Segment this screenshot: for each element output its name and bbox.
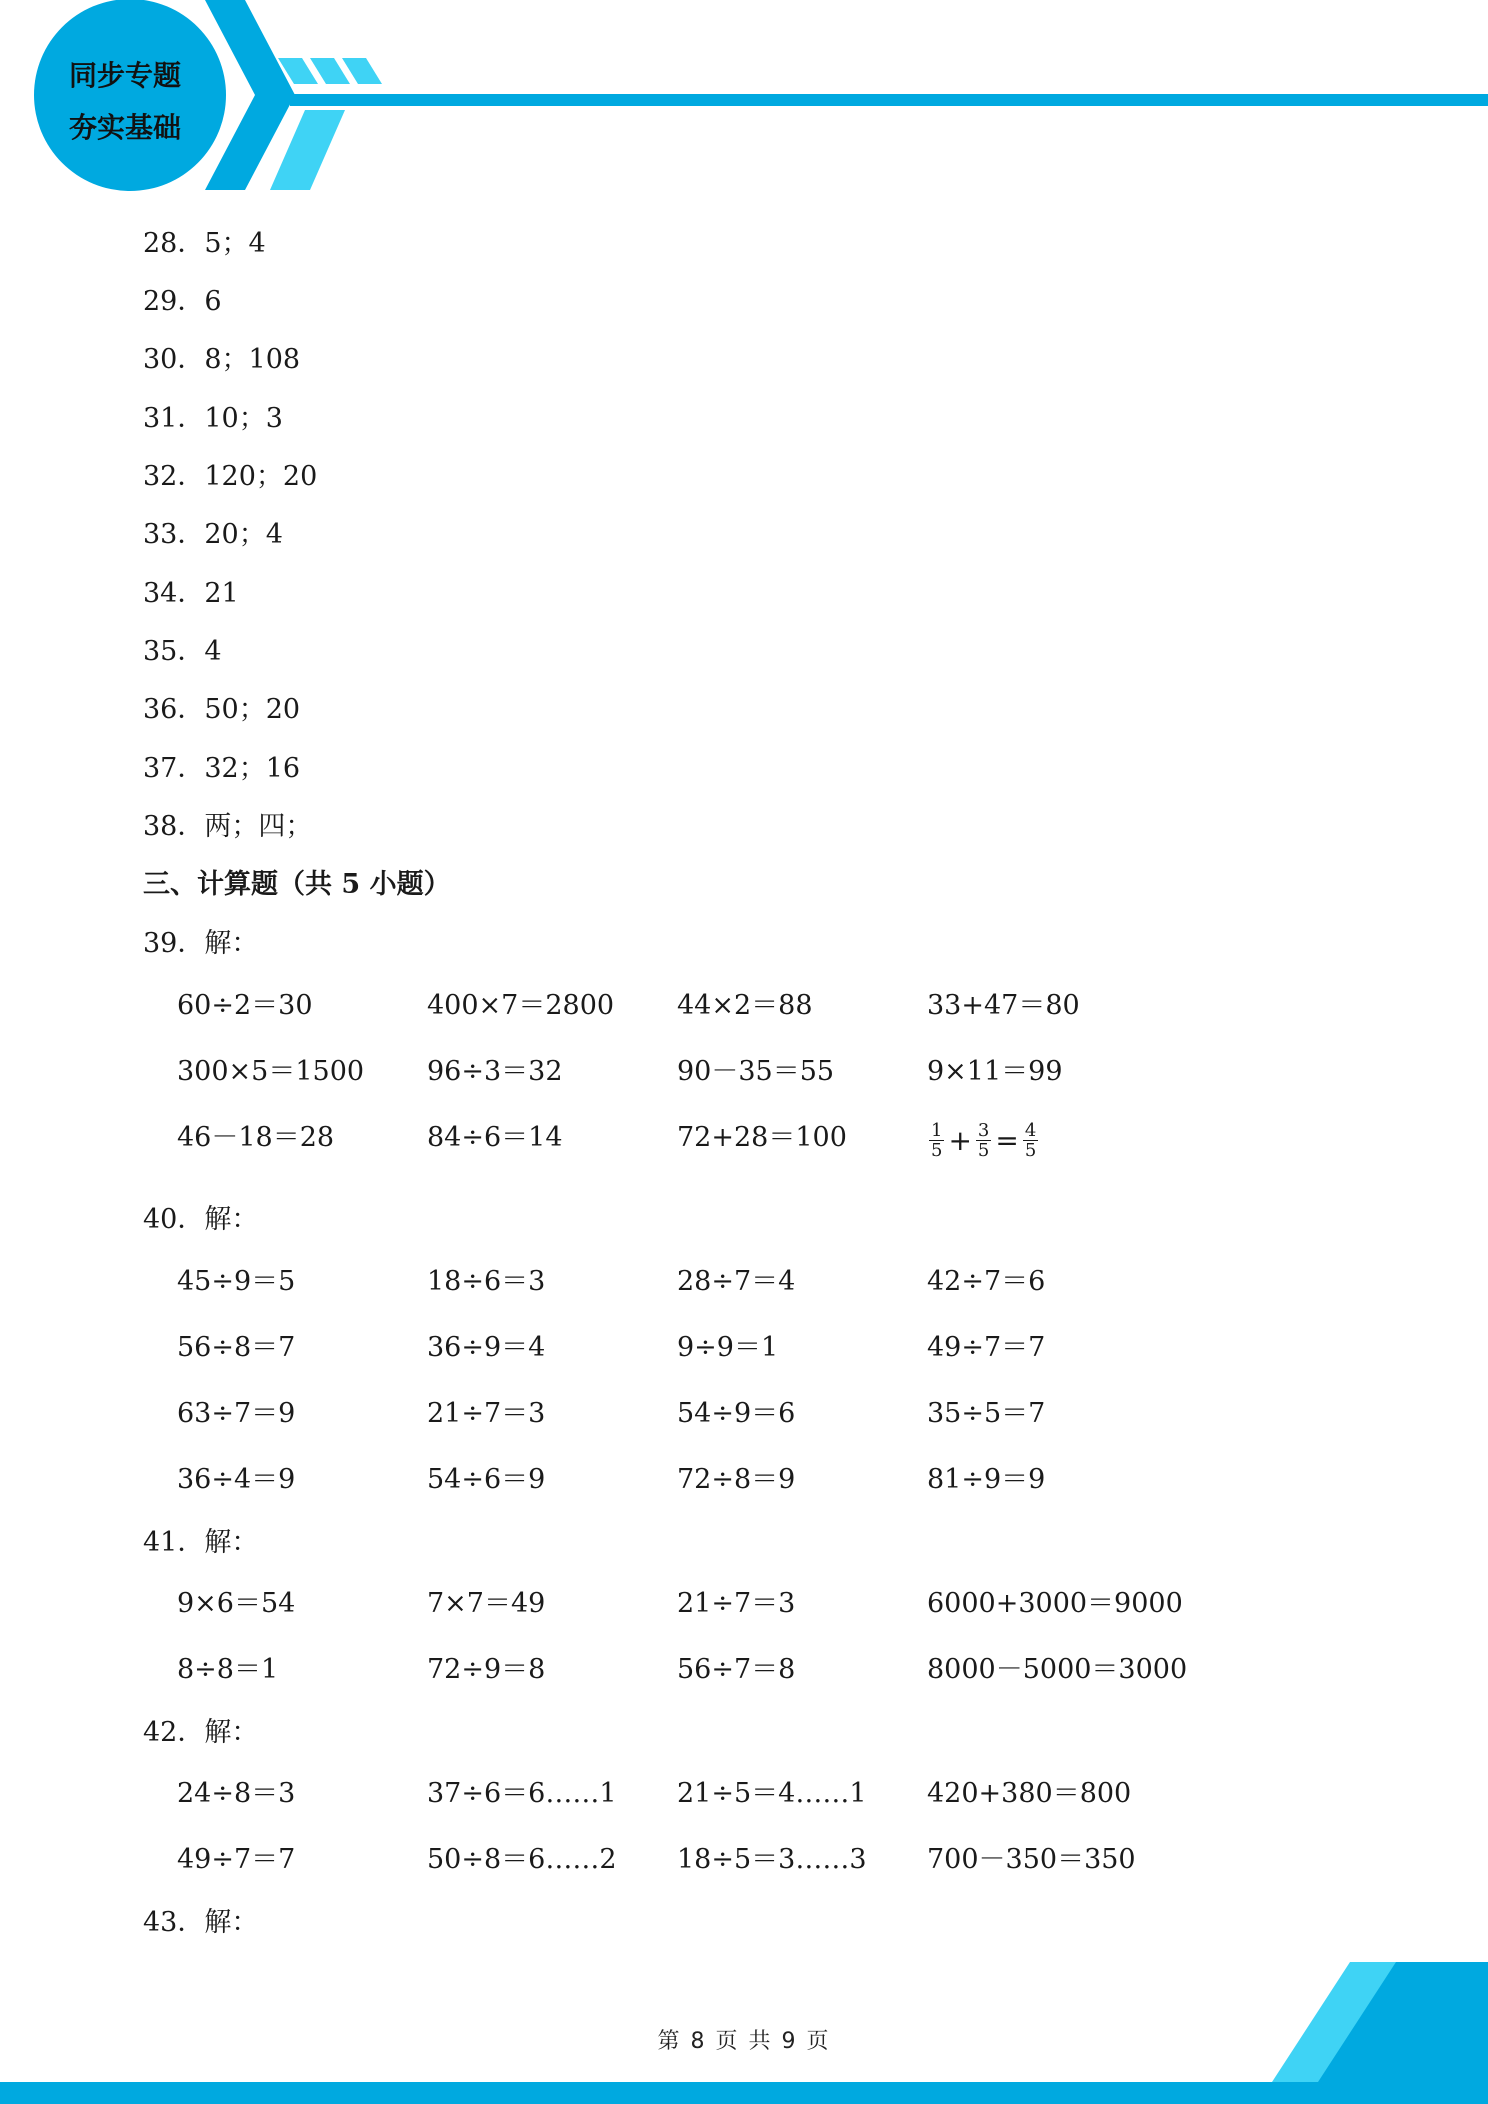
q39-label: 39．解：	[143, 928, 259, 959]
equation: 60÷2＝30	[177, 990, 313, 1021]
answer-28: 28．5；4	[143, 228, 266, 259]
q40-label: 40．解：	[143, 1204, 259, 1235]
answer-29: 29．6	[143, 286, 222, 317]
equation: 96÷3＝32	[427, 1056, 563, 1087]
equation: 54÷9＝6	[677, 1398, 796, 1429]
section-title: 三、计算题（共 5 小题）	[143, 869, 451, 900]
equation: 37÷6＝6……1	[427, 1778, 617, 1809]
footer-rule	[0, 2082, 1488, 2104]
answer-30: 30．8；108	[143, 344, 301, 375]
equation: 81÷9＝9	[927, 1464, 1046, 1495]
q40-row-1	[0, 1266, 1488, 1306]
q40-row-4	[0, 1464, 1488, 1504]
equation: 72÷9＝8	[427, 1654, 546, 1685]
equation: 6000+3000＝9000	[927, 1588, 1183, 1619]
equation: 8÷8＝1	[177, 1654, 279, 1685]
answer-38: 38．两；四；	[143, 811, 313, 842]
q39-row-2	[0, 1056, 1488, 1096]
equation: 36÷9＝4	[427, 1332, 546, 1363]
equation: 700－350＝350	[927, 1844, 1136, 1875]
q41-row-1	[0, 1588, 1488, 1628]
equation: 21÷7＝3	[677, 1588, 796, 1619]
equation: 7×7＝49	[427, 1588, 546, 1619]
answer-36: 36．50；20	[143, 694, 301, 725]
q42-row-2	[0, 1844, 1488, 1884]
equation: 9÷9＝1	[677, 1332, 779, 1363]
equation: 8000－5000＝3000	[927, 1654, 1188, 1685]
equation: 49÷7＝7	[927, 1332, 1046, 1363]
equation: 50÷8＝6……2	[427, 1844, 617, 1875]
equation: 49÷7＝7	[177, 1844, 296, 1875]
equation: 54÷6＝9	[427, 1464, 546, 1495]
equals-sign: =	[995, 1123, 1019, 1157]
equation: 45÷9＝5	[177, 1266, 296, 1297]
equation: 42÷7＝6	[927, 1266, 1046, 1297]
header-rule	[290, 94, 1488, 106]
equation: 72÷8＝9	[677, 1464, 796, 1495]
equation: 90－35＝55	[677, 1056, 835, 1087]
q43-label: 43．解：	[143, 1907, 259, 1938]
fraction-equation	[927, 1122, 1040, 1170]
answer-34: 34．21	[143, 578, 239, 609]
q42-label: 42．解：	[143, 1717, 259, 1748]
equation: 46－18＝28	[177, 1122, 335, 1153]
q39-row-1	[0, 990, 1488, 1030]
plus-sign: +	[948, 1123, 972, 1157]
q40-row-2	[0, 1332, 1488, 1372]
equation: 28÷7＝4	[677, 1266, 796, 1297]
equation: 420+380＝800	[927, 1778, 1132, 1809]
equation: 84÷6＝14	[427, 1122, 563, 1153]
q39-row-3	[0, 1122, 1488, 1162]
answer-37: 37．32；16	[143, 753, 301, 784]
badge-line-2: 夯实基础	[68, 111, 181, 144]
answer-32: 32．120；20	[143, 461, 318, 492]
q42-row-1	[0, 1778, 1488, 1818]
q41-label: 41．解：	[143, 1527, 259, 1558]
equation: 21÷5＝4……1	[677, 1778, 867, 1809]
header-light-stripe	[270, 110, 345, 190]
equation: 63÷7＝9	[177, 1398, 296, 1429]
fraction-one-fifth: $\frac{1}{5}$	[931, 1120, 943, 1161]
equation: 36÷4＝9	[177, 1464, 296, 1495]
equation: 24÷8＝3	[177, 1778, 296, 1809]
header-dash-3	[342, 58, 382, 84]
equation: 72+28＝100	[677, 1122, 847, 1153]
page-number: 第 8 页 共 9 页	[657, 2029, 831, 2054]
answer-33: 33．20；4	[143, 519, 283, 550]
header-banner	[0, 0, 1488, 200]
equation: 300×5＝1500	[177, 1056, 365, 1087]
equation: 400×7＝2800	[427, 990, 615, 1021]
equation: 35÷5＝7	[927, 1398, 1046, 1429]
equation: 33+47＝80	[927, 990, 1080, 1021]
header-badge-circle	[34, 0, 226, 191]
equation: 56÷7＝8	[677, 1654, 796, 1685]
equation: 9×11＝99	[927, 1056, 1063, 1087]
fraction-four-fifths: $\frac{4}{5}$	[1024, 1120, 1037, 1161]
equation: 21÷7＝3	[427, 1398, 546, 1429]
equation: 44×2＝88	[677, 990, 813, 1021]
header-dash-2	[310, 58, 350, 84]
equation: 18÷6＝3	[427, 1266, 546, 1297]
equation: 18÷5＝3……3	[677, 1844, 867, 1875]
q41-row-2	[0, 1654, 1488, 1694]
fraction-three-fifths: $\frac{3}{5}$	[977, 1120, 990, 1161]
answer-31: 31．10；3	[143, 403, 283, 434]
badge-line-1: 同步专题	[68, 59, 181, 92]
equation: 9×6＝54	[177, 1588, 296, 1619]
q40-row-3	[0, 1398, 1488, 1438]
answer-35: 35．4	[143, 636, 222, 667]
equation: 56÷8＝7	[177, 1332, 296, 1363]
